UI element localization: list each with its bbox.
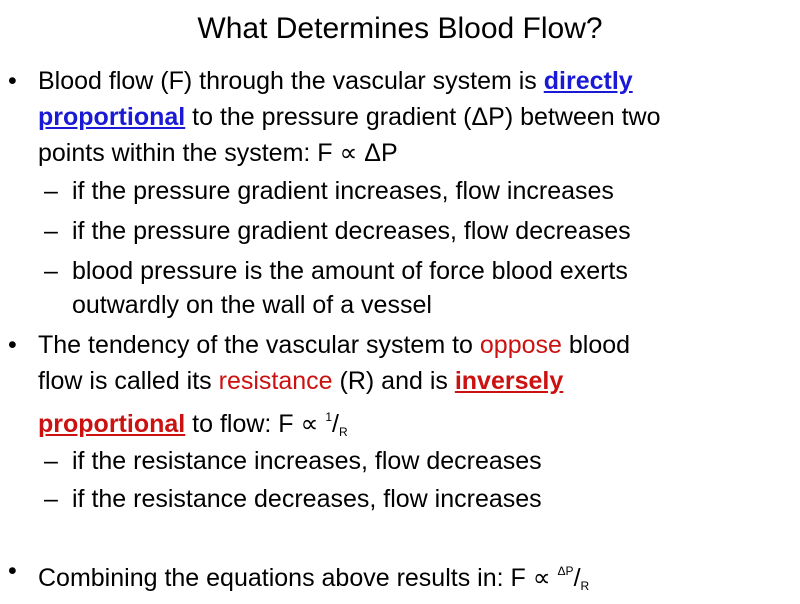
sub-bullet-2 — [44, 214, 792, 249]
bullet-2-line-3 — [38, 400, 800, 450]
bullet-1-text: Blood flow (F) through the vascular system is — [38, 67, 544, 95]
fraction-numerator: 1 — [325, 410, 333, 424]
proportional-emphasis: proportional — [38, 103, 186, 131]
sub-bullet-3-line-1 — [44, 254, 792, 289]
proportional-red-emphasis: proportional — [38, 410, 186, 438]
bullet-marker: • — [8, 557, 17, 585]
resistance-emphasis: resistance — [218, 367, 333, 395]
bullet-2-text: flow is called its — [38, 367, 219, 395]
bullet-1-line-3: points within the system: F ∝ ΔP — [38, 139, 398, 167]
bullet-2-text: The tendency of the vascular system to — [38, 331, 480, 359]
sub-bullet-text: if the pressure gradient increases, flow increases — [72, 177, 614, 205]
dash-marker: – — [44, 447, 58, 475]
bullet-1-text: to the pressure gradient (ΔP) between two — [185, 103, 661, 131]
bullet-3 — [8, 554, 800, 604]
sub-bullet-text: if the resistance increases, flow decreases — [72, 447, 542, 475]
fraction-slash: / — [332, 410, 339, 438]
bullet-2-line-1 — [8, 328, 800, 363]
fraction-slash: / — [573, 564, 581, 592]
bullet-2-text: blood — [561, 331, 631, 359]
dash-marker: – — [44, 257, 58, 285]
bullet-2-text: (R) and is — [332, 367, 455, 395]
directly-emphasis: directly — [543, 67, 633, 95]
dash-marker: – — [44, 217, 58, 245]
fraction-denominator: R — [580, 579, 590, 593]
sub-bullet-3-line-2: outwardly on the wall of a vessel — [72, 291, 432, 319]
sub-bullet-1 — [44, 174, 792, 209]
sub-bullet-5 — [44, 482, 792, 517]
bullet-2-text: to flow: F ∝ — [185, 410, 326, 438]
bullet-1-line-2 — [38, 100, 800, 135]
dash-marker: – — [44, 177, 58, 205]
sub-bullet-4 — [44, 444, 792, 479]
bullet-marker: • — [8, 67, 17, 95]
bullet-marker: • — [8, 331, 17, 359]
fraction-numerator: ΔP — [557, 564, 574, 578]
oppose-emphasis: oppose — [479, 331, 562, 359]
bullet-1-line-1 — [8, 64, 800, 99]
slide-title: What Determines Blood Flow? — [197, 12, 603, 45]
inversely-emphasis: inversely — [454, 367, 564, 395]
dash-marker: – — [44, 485, 58, 513]
fraction-denominator: R — [338, 425, 348, 439]
sub-bullet-text: if the pressure gradient decreases, flow decreases — [72, 217, 631, 245]
sub-bullet-text: if the resistance decreases, flow increases — [72, 485, 542, 513]
bullet-2-line-2 — [38, 364, 800, 399]
bullet-3-text: Combining the equations above results in: F ∝ — [38, 564, 558, 592]
sub-bullet-text: blood pressure is the amount of force blood exerts — [72, 257, 628, 285]
